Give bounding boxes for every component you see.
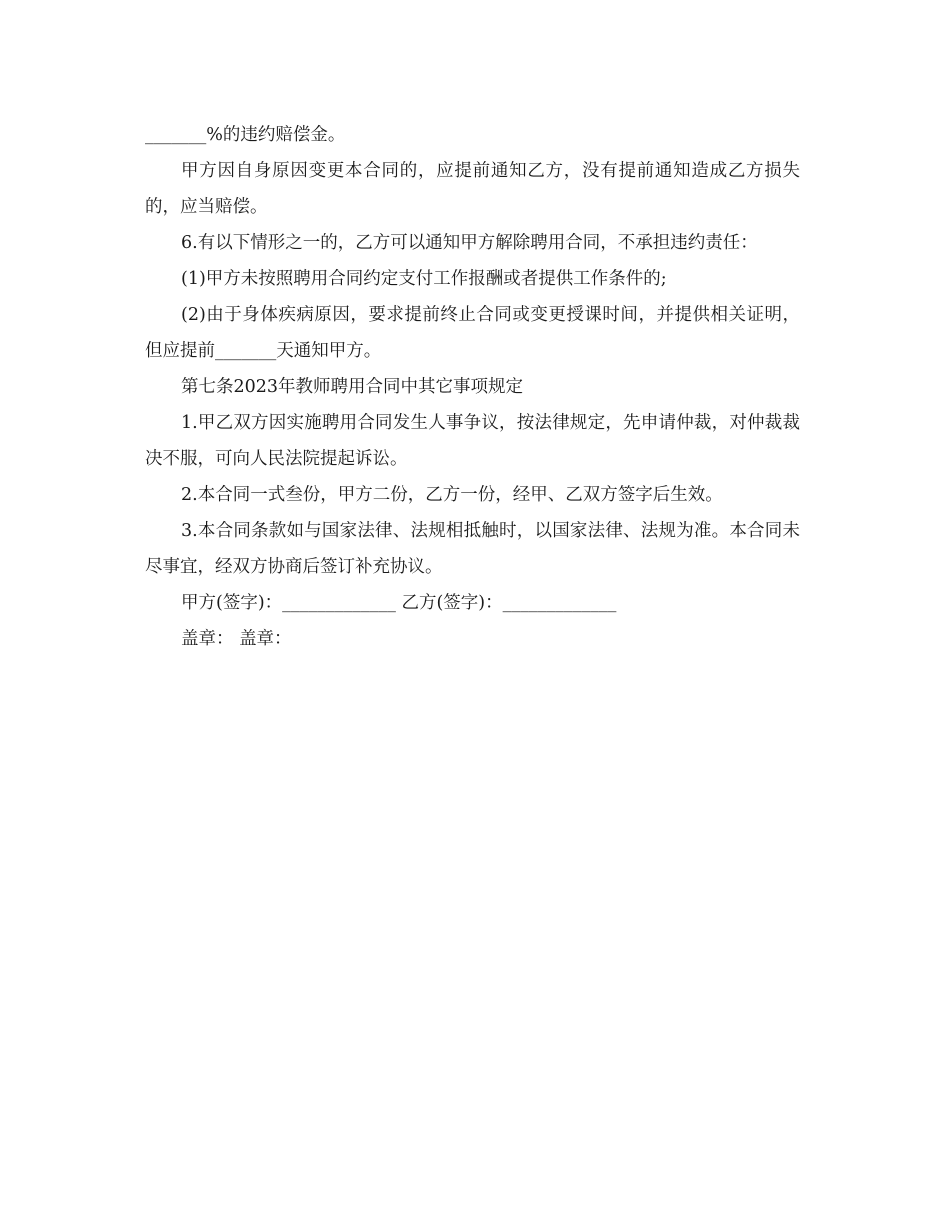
termination-clause-heading: 6.有以下情形之一的，乙方可以通知甲方解除聘用合同，不承担违约责任： [181,233,758,253]
legal-precedence-clause: 3.本合同条款如与国家法律、法规相抵触时，以国家法律、法规为准。本合同未尽事宜，经双方协商后签订补充协议。 [145,521,800,577]
seal-line: 盖章： 盖章： [181,629,292,649]
signature-line: 甲方(签字)：_____________ 乙方(签字)：_____________ [181,593,617,613]
termination-item-2: (2)由于身体疾病原因，要求提前终止合同或变更授课时间，并提供相关证明，但应提前_______天通知甲方。 [145,305,800,361]
article-seven-heading: 第七条2023年教师聘用合同中其它事项规定 [181,377,524,397]
termination-item-1: (1)甲方未按照聘用合同约定支付工作报酬或者提供工作条件的; [181,269,667,289]
dispute-clause: 1.甲乙双方因实施聘用合同发生人事争议，按法律规定，先申请仲裁，对仲裁裁决不服，可向人民法院提起诉讼。 [145,413,800,469]
contract-change-clause: 甲方因自身原因变更本合同的，应提前通知乙方，没有提前通知造成乙方损失的，应当赔偿。 [145,161,800,217]
penalty-percent-line: _______%的违约赔偿金。 [145,125,346,145]
copies-clause: 2.本合同一式叁份，甲方二份，乙方一份，经甲、乙双方签字后生效。 [181,485,723,505]
document-body [145,117,800,657]
